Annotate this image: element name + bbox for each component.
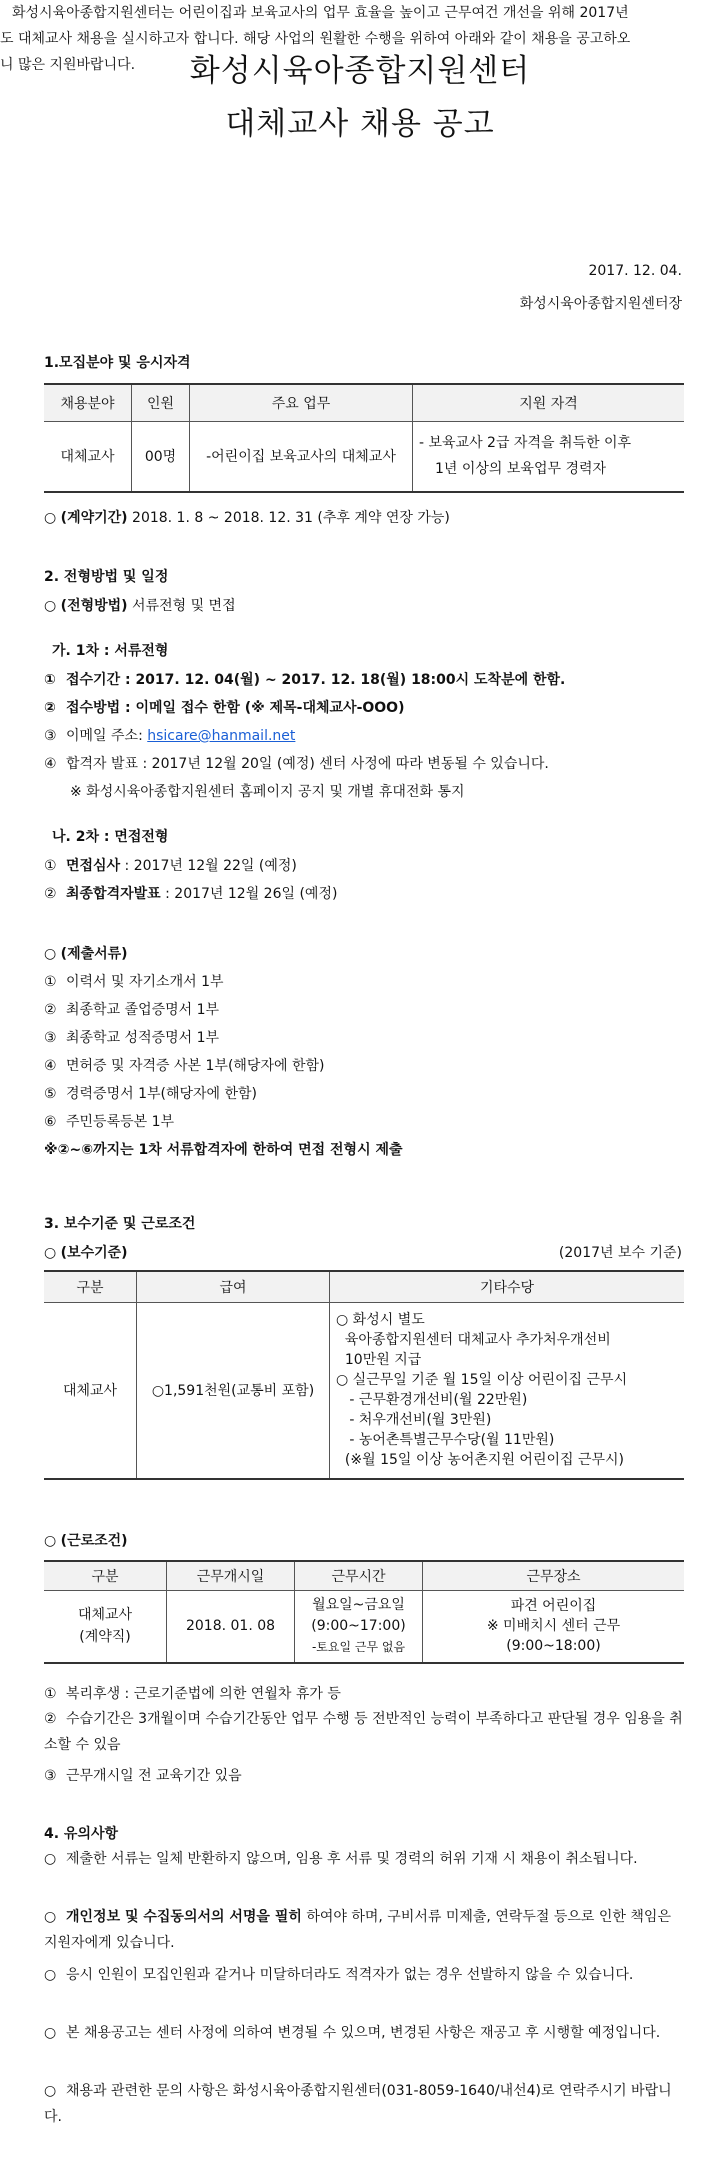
work-col-place: 근무장소 xyxy=(423,1561,685,1591)
caution-bold: 개인정보 및 수집동의서의 서명을 필히 xyxy=(66,1909,302,1925)
item-text: 접수방법 : 이메일 접수 한함 (※ 제목-대체교사-OOO) xyxy=(66,700,405,716)
col-header-field: 채용분야 xyxy=(44,384,132,422)
contract-value: 2018. 1. 8 ~ 2018. 12. 31 (추후 계약 연장 가능) xyxy=(132,510,450,526)
documents-note: ※②~⑥까지는 1차 서류합격자에 한하여 면접 전형시 제출 xyxy=(44,1142,403,1158)
item-text: 합격자 발표 : 2017년 12월 20일 (예정) 센터 사정에 따라 변동될 수 있습니다. xyxy=(66,756,549,772)
caution-text: 하여야 하며, 구비서류 미제출, 연락두절 등으로 인한 책임은 지원자에게 있습니다. xyxy=(44,1909,671,1951)
item-number: ① xyxy=(44,858,57,874)
item-text: 복리후생 : 근로기준법에 의한 연월차 휴가 등 xyxy=(66,1686,341,1702)
col-header-count: 인원 xyxy=(132,384,190,422)
bullet-icon: ○ xyxy=(44,1909,57,1925)
cell-count: 00명 xyxy=(132,422,190,492)
cell-duty: -어린이집 보육교사의 대체교사 xyxy=(190,422,413,492)
col-header-duty: 주요 업무 xyxy=(190,384,413,422)
second-stage-heading: 나. 2차 : 면접전형 xyxy=(52,829,169,845)
pay-col-allowance: 기타수당 xyxy=(330,1271,685,1303)
item-number: ⑤ xyxy=(44,1086,57,1102)
work-cell-start: 2018. 01. 08 xyxy=(167,1591,295,1663)
caution-1 xyxy=(44,1846,684,1872)
section2-heading: 2. 전형방법 및 일정 xyxy=(44,569,169,585)
item-text: 면허증 및 자격증 사본 1부(해당자에 한함) xyxy=(66,1058,325,1074)
work-cell-hours xyxy=(295,1591,423,1663)
item-number: ⑥ xyxy=(44,1114,57,1130)
item-text: 접수기간 : 2017. 12. 04(월) ~ 2017. 12. 18(월) 18:00시 도착분에 한함. xyxy=(66,672,566,688)
item-text: 이력서 및 자기소개서 1부 xyxy=(66,974,224,990)
work-note-2 xyxy=(44,1706,684,1758)
item-number: ② xyxy=(44,1711,57,1727)
pay-cell-allowance xyxy=(330,1303,685,1479)
interview-value: : 2017년 12월 22일 (예정) xyxy=(120,858,297,874)
caution-text: 제출한 서류는 일체 반환하지 않으며, 임용 후 서류 및 경력의 허위 기재 시 채용이 취소됩니다. xyxy=(66,1851,638,1867)
item-number: ③ xyxy=(44,728,57,744)
caution-text: 채용과 관련한 문의 사항은 화성시육아종합지원센터(031-8059-1640/내선4)로 연락주시기 바랍니다. xyxy=(44,2083,672,2125)
item-text: 이메일 주소: xyxy=(66,728,148,744)
work-cell-type xyxy=(44,1591,167,1663)
email-link[interactable]: hsicare@hanmail.net xyxy=(147,728,296,744)
cell-qualification xyxy=(413,422,685,492)
final-result-label: 최종합격자발표 xyxy=(66,886,161,902)
work-hours: (9:00~17:00) xyxy=(311,1617,406,1634)
item-number: ④ xyxy=(44,756,57,772)
item-number: ① xyxy=(44,1686,57,1702)
work-cell-place xyxy=(423,1591,685,1663)
contract-period xyxy=(44,507,450,527)
first-item-4 xyxy=(44,753,549,773)
contract-label: (계약기간) xyxy=(60,510,128,526)
col-header-qualification: 지원 자격 xyxy=(413,384,685,422)
work-conditions xyxy=(44,1530,128,1550)
item-number: ③ xyxy=(44,1768,57,1784)
qualification-line1: - 보육교사 2급 자격을 취득한 이후 xyxy=(419,435,632,452)
document-item-3 xyxy=(44,1027,219,1047)
bullet-icon: ○ xyxy=(44,1851,57,1867)
item-number: ① xyxy=(44,672,56,688)
work-place: 파견 어린이집 xyxy=(510,1598,597,1615)
allowance-line: 육아종합지원센터 대체교사 추가처우개선비 xyxy=(336,1332,611,1349)
work-days: 월요일~금요일 xyxy=(312,1596,405,1613)
section1-heading: 1.모집분야 및 응시자격 xyxy=(44,355,191,371)
section3-heading: 3. 보수기준 및 근로조건 xyxy=(44,1216,196,1232)
allowance-line: - 처우개선비(월 3만원) xyxy=(336,1412,492,1429)
item-text: 경력증명서 1부(해당자에 한함) xyxy=(66,1086,258,1102)
item-text: 수습기간은 3개월이며 수습기간동안 업무 수행 등 전반적인 능력이 부족하다고 판단될 경우 임용을 취소할 수 있음 xyxy=(44,1711,683,1753)
bullet-icon: ○ xyxy=(44,2025,57,2041)
item-number: ③ xyxy=(44,1030,57,1046)
bullet-icon: ○ xyxy=(44,946,57,962)
item-number: ② xyxy=(44,700,56,716)
first-item-2 xyxy=(44,697,404,717)
document-item-2 xyxy=(44,999,219,1019)
work-contract: (계약직) xyxy=(79,1629,131,1646)
pay-col-type: 구분 xyxy=(44,1271,137,1303)
bullet-icon: ○ xyxy=(44,510,57,526)
caution-4 xyxy=(44,2020,684,2046)
cell-field: 대체교사 xyxy=(44,422,132,492)
work-note-3 xyxy=(44,1765,242,1785)
caution-text: 응시 인원이 모집인원과 같거나 미달하더라도 적격자가 없는 경우 선발하지 않을 수 있습니다. xyxy=(66,1967,634,1983)
item-text: 최종학교 성적증명서 1부 xyxy=(66,1030,220,1046)
item-number: ① xyxy=(44,974,57,990)
final-result-item xyxy=(44,883,337,903)
item-number: ② xyxy=(44,1002,57,1018)
item-text: 주민등록등본 1부 xyxy=(66,1114,175,1130)
qualification-line2: 1년 이상의 보육업무 경력자 xyxy=(435,461,607,478)
work-saturday: -토요일 근무 없음 xyxy=(311,1639,406,1654)
pay-col-salary: 급여 xyxy=(137,1271,330,1303)
work-type: 대체교사 xyxy=(77,1607,133,1624)
work-place-alt: ※ 미배치시 센터 근무 xyxy=(486,1618,621,1635)
pay-basis: (2017년 보수 기준) xyxy=(558,1245,682,1261)
section4-heading: 4. 유의사항 xyxy=(44,1826,119,1842)
pay-table xyxy=(44,1270,684,1480)
item-number: ② xyxy=(44,886,57,902)
work-place-hours: (9:00~18:00) xyxy=(506,1638,601,1655)
bullet-icon: ○ xyxy=(44,598,57,614)
pay-label: (보수기준) xyxy=(60,1245,128,1261)
item-number: ④ xyxy=(44,1058,57,1074)
issuer: 화성시육아종합지원센터장 xyxy=(519,296,682,312)
first-item-1 xyxy=(44,669,565,689)
allowance-line: - 근무환경개선비(월 22만원) xyxy=(336,1392,528,1409)
first-stage-note: ※ 화성시육아종합지원센터 홈페이지 공지 및 개별 휴대전화 통지 xyxy=(70,784,465,800)
work-table xyxy=(44,1560,684,1664)
document-item-4 xyxy=(44,1055,324,1075)
work-col-type: 구분 xyxy=(44,1561,167,1591)
caution-3 xyxy=(44,1962,684,1988)
caution-2 xyxy=(44,1904,684,1956)
method-label: (전형방법) xyxy=(60,598,128,614)
page-title-line2: 대체교사 채용 공고 xyxy=(225,106,495,142)
pay-cell-salary: ○1,591천원(교통비 포함) xyxy=(137,1303,330,1479)
selection-method xyxy=(44,595,236,615)
document-item-1 xyxy=(44,971,224,991)
item-text: 최종학교 졸업증명서 1부 xyxy=(66,1002,220,1018)
pay-standard xyxy=(44,1242,128,1262)
item-text: 근무개시일 전 교육기간 있음 xyxy=(66,1768,242,1784)
method-value: 서류전형 및 면접 xyxy=(132,598,236,614)
document-item-6 xyxy=(44,1111,174,1131)
document-item-5 xyxy=(44,1083,257,1103)
page-title-line1: 화성시육아종합지원센터 xyxy=(189,53,531,89)
work-col-hours: 근무시간 xyxy=(295,1561,423,1591)
recruitment-table xyxy=(44,383,684,493)
intro-paragraph: 화성시육아종합지원센터는 어린이집과 보육교사의 업무 효율을 높이고 근무여건 개선을 위해 2017년도 대체교사 채용을 실시하고자 합니다. 해당 사업의 원활한 수행을 위하여 아래와 같이 채용을 공고하오니 많은 지원바랍니다. xyxy=(0,5,631,73)
bullet-icon: ○ xyxy=(44,1245,57,1261)
work-label: (근로조건) xyxy=(60,1533,128,1549)
work-col-start: 근무개시일 xyxy=(167,1561,295,1591)
caution-text: 본 채용공고는 센터 사정에 의하여 변경될 수 있으며, 변경된 사항은 재공고 후 시행할 예정입니다. xyxy=(66,2025,661,2041)
caution-5 xyxy=(44,2078,684,2130)
allowance-line: - 농어촌특별근무수당(월 11만원) xyxy=(336,1432,555,1449)
bullet-icon: ○ xyxy=(44,2083,57,2099)
allowance-line: 10만원 지급 xyxy=(336,1352,422,1369)
allowance-line: ○ 실근무일 기준 월 15일 이상 어린이집 근무시 xyxy=(336,1372,628,1389)
interview-label: 면접심사 xyxy=(66,858,121,874)
bullet-icon: ○ xyxy=(44,1533,57,1549)
first-item-3 xyxy=(44,725,295,745)
allowance-line: ○ 화성시 별도 xyxy=(336,1312,425,1329)
announcement-date: 2017. 12. 04. xyxy=(588,263,682,279)
documents-heading xyxy=(44,943,128,963)
interview-item xyxy=(44,855,297,875)
documents-label: (제출서류) xyxy=(60,946,128,962)
bullet-icon: ○ xyxy=(44,1967,57,1983)
allowance-line: (※월 15일 이상 농어촌지원 어린이집 근무시) xyxy=(336,1452,625,1469)
final-result-value: : 2017년 12월 26일 (예정) xyxy=(160,886,338,902)
pay-cell-type: 대체교사 xyxy=(44,1303,137,1479)
first-stage-heading: 가. 1차 : 서류전형 xyxy=(52,643,169,659)
work-note-1 xyxy=(44,1683,341,1703)
